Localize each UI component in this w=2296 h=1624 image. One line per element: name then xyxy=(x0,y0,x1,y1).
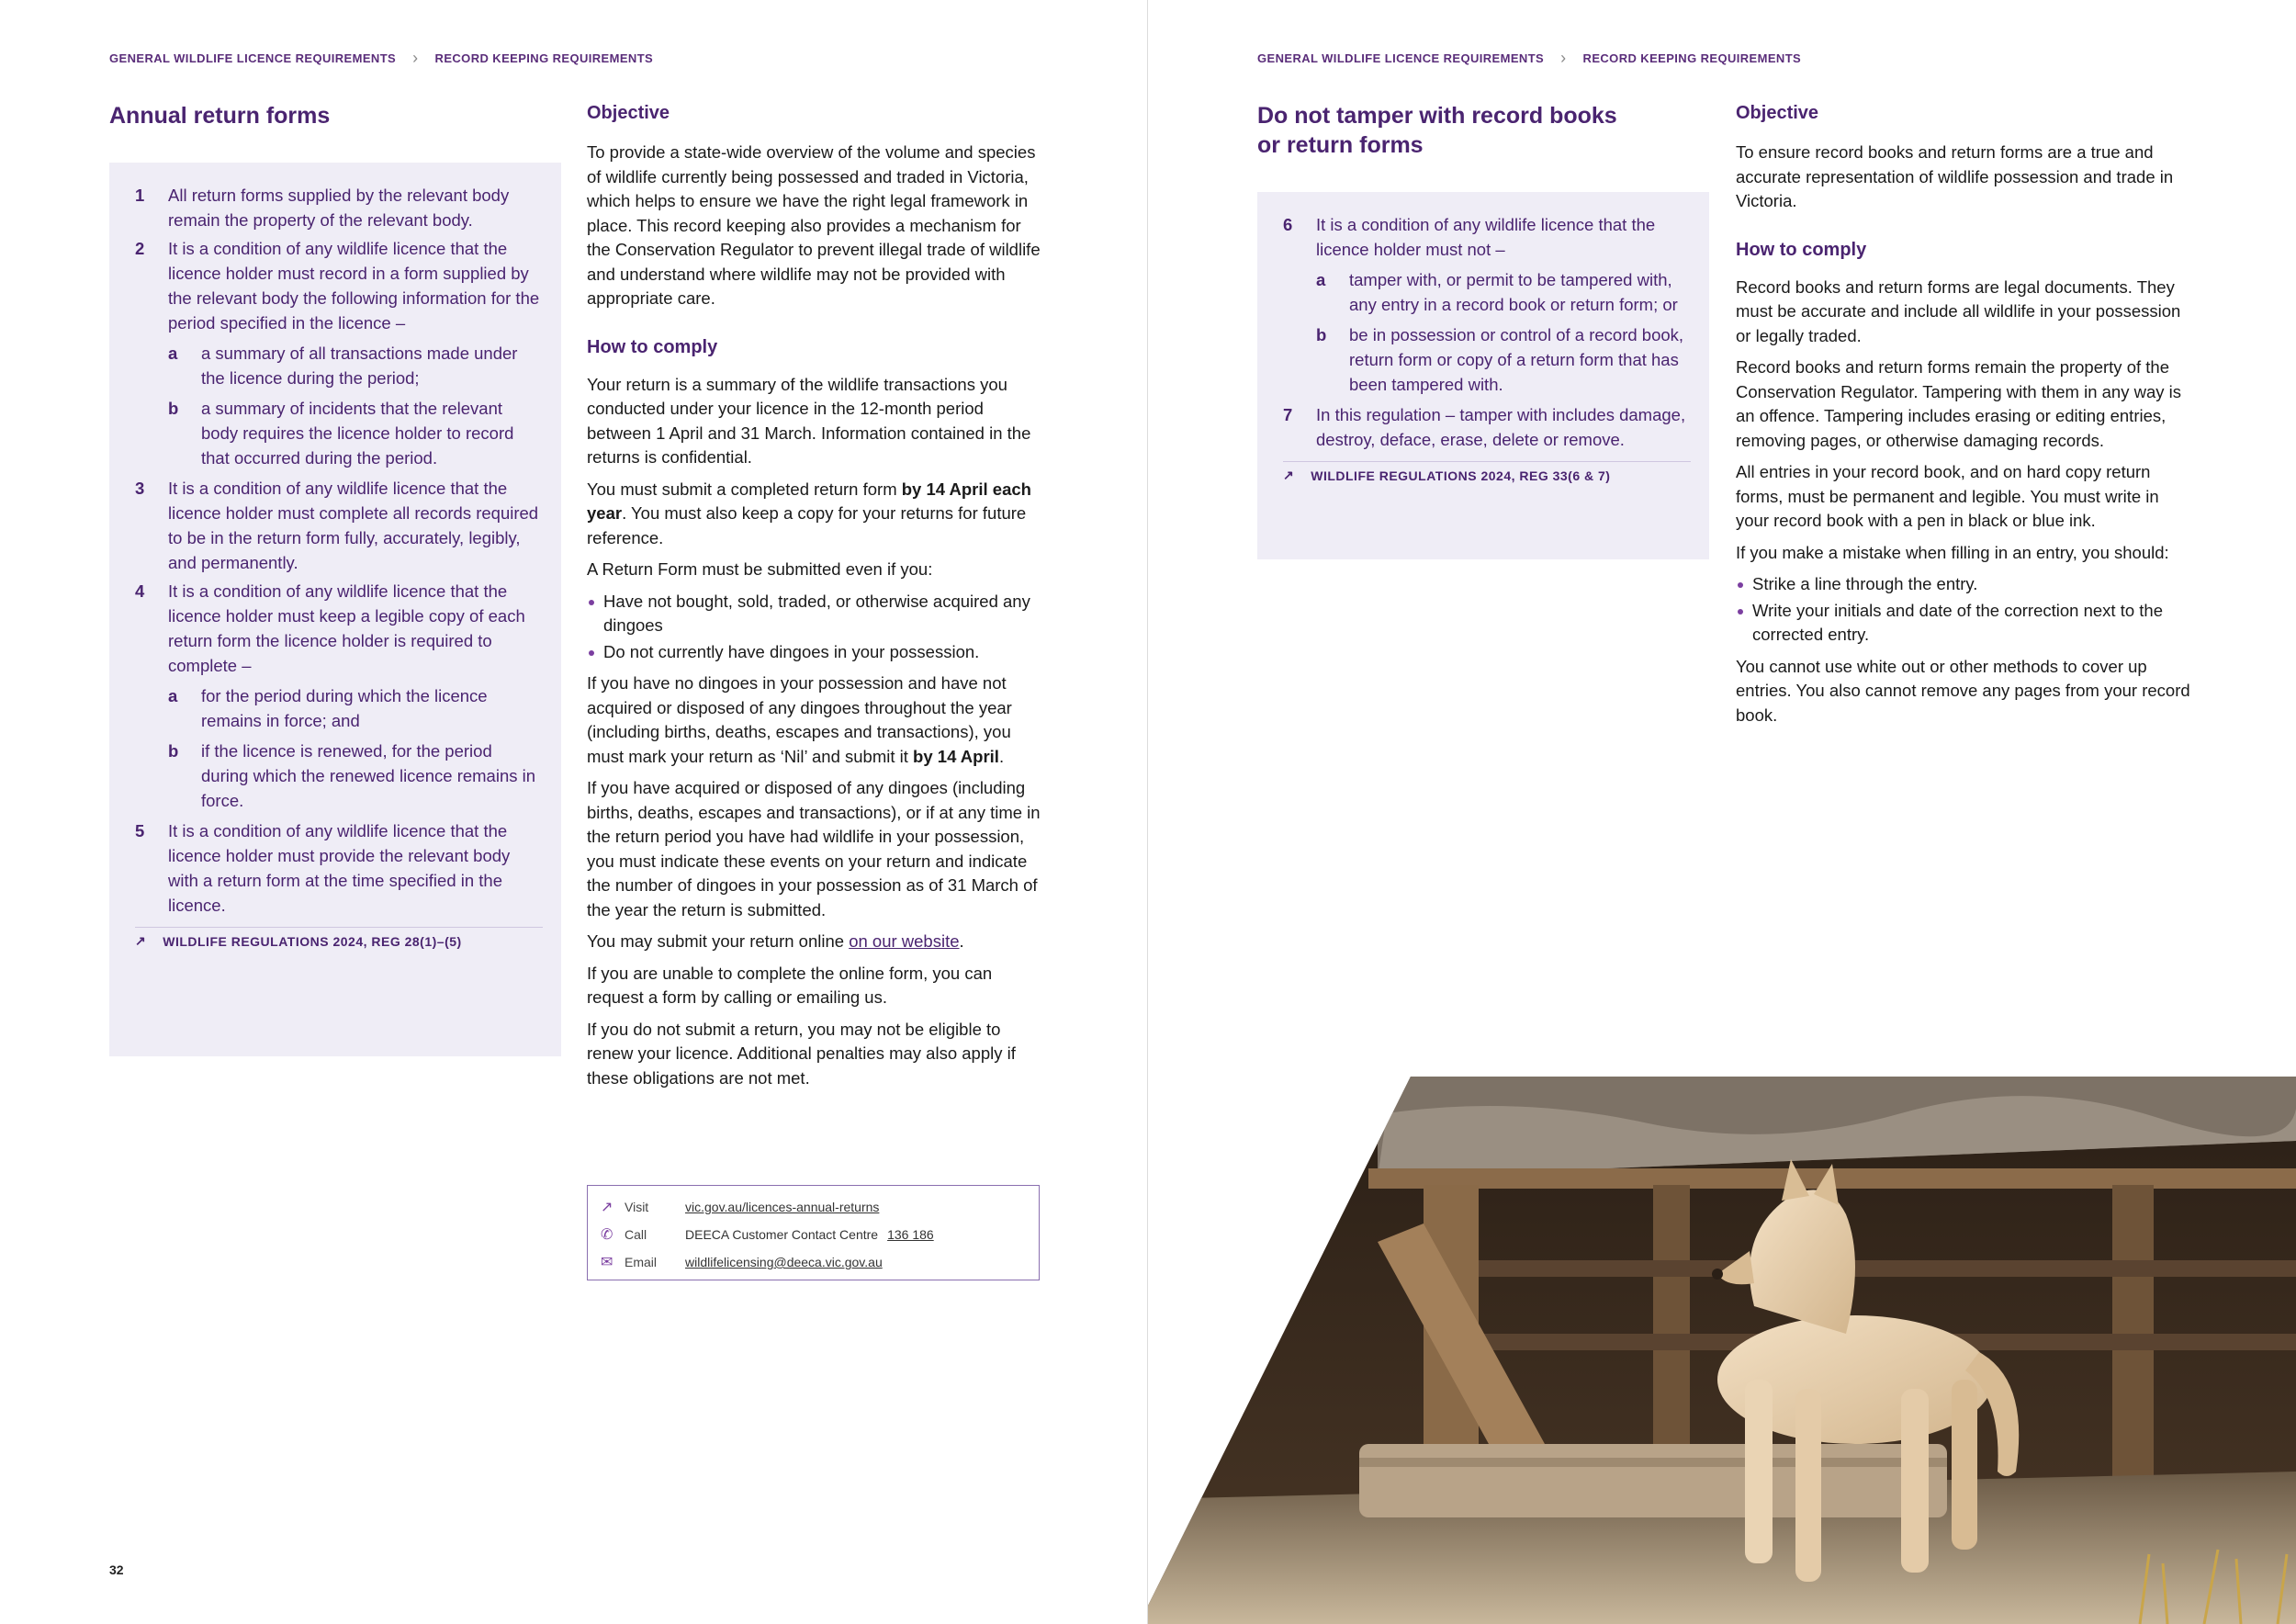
chevron-right-icon: › xyxy=(412,49,419,67)
email-link[interactable]: wildlifelicensing@deeca.vic.gov.au xyxy=(685,1255,883,1269)
bullet-list xyxy=(587,590,1041,665)
paragraph: Your return is a summary of the wildlife transactions you conducted under your licence in the 12-month period between 1 April and 31 March. Information contained in the returns is confidential. xyxy=(587,374,1031,467)
contact-visit: ↗ Visit vic.gov.au/licences-annual-returns xyxy=(601,1200,880,1215)
paragraph: If you are unable to complete the online form, you can request a form by calling or emailing us. xyxy=(587,963,993,1007)
paragraph: If you have acquired or disposed of any dingoes (including births, deaths, escapes and transactions), or if at any time in the return period you have had wildlife in your possession, you must indicate these events on your return and indicate the number of dingoes in your possession as of 31 March of the year the return is submitted. xyxy=(587,778,1041,919)
list-item: Write your initials and date of the correction next to the corrected entry. xyxy=(1736,599,2190,648)
visit-link[interactable]: vic.gov.au/licences-annual-returns xyxy=(685,1200,880,1214)
breadcrumb-section[interactable]: GENERAL WILDLIFE LICENCE REQUIREMENTS xyxy=(1257,51,1545,65)
phone-icon: ✆ xyxy=(601,1227,613,1243)
call-number-link[interactable]: 136 186 xyxy=(887,1227,934,1242)
regulation-reference[interactable]: ↗ WILDLIFE REGULATIONS 2024, REG 33(6 & 7) xyxy=(1283,461,1691,483)
how-to-comply-heading: How to comply xyxy=(587,336,718,357)
breadcrumb xyxy=(109,51,653,65)
page-number: 32 xyxy=(109,1562,124,1577)
regulation-list xyxy=(1283,212,1691,452)
regulation-item: 6 It is a condition of any wildlife licence that the licence holder must not – a tamper with, or permit to be tampered with, any entry in a record book or return form; or b be in possession or control of a record book, return form or copy of a return form that has been tampered with. xyxy=(1283,215,1684,394)
paragraph: A Return Form must be submitted even if you: xyxy=(587,559,933,579)
right-text-column xyxy=(1736,103,2190,735)
paragraph: You cannot use white out or other methods to cover up entries. You also cannot remove any pages from your record book. xyxy=(1736,656,2190,725)
regulation-panel xyxy=(1257,192,1709,559)
arrow-up-right-icon: ↗ xyxy=(601,1200,613,1215)
list-item: Do not currently have dingoes in your possession. xyxy=(587,640,1041,665)
contact-box xyxy=(587,1185,1040,1280)
breadcrumb-section[interactable]: GENERAL WILDLIFE LICENCE REQUIREMENTS xyxy=(109,51,397,65)
list-item: Have not bought, sold, traded, or otherwise acquired any dingoes xyxy=(587,590,1041,638)
bullet-list xyxy=(1736,572,2190,648)
regulation-item: 4 It is a condition of any wildlife licence that the licence holder must keep a legible copy of each return form the licence holder is required to complete – a for the period during which the licence remains in force; and b if the licence is renewed, for the period during which the renewed licence remains in force. xyxy=(135,581,536,810)
regulation-item: 3 It is a condition of any wildlife licence that the licence holder must complete all records required to be in the return form fully, accurately, legibly, and permanently. xyxy=(135,479,539,572)
regulation-item: 1 All return forms supplied by the relevant body remain the property of the relevant body. xyxy=(135,186,510,230)
paragraph: Record books and return forms remain the property of the Conservation Regulator. Tampering with them in any way is an offence. Tampering includes erasing or editing entries, removing pages, or otherwise damaging records. xyxy=(1736,357,2182,450)
regulation-list xyxy=(135,183,543,918)
how-to-comply-heading: How to comply xyxy=(1736,239,1867,260)
arrow-up-right-icon: ↗ xyxy=(1283,468,1295,482)
breadcrumb-subsection[interactable]: RECORD KEEPING REQUIREMENTS xyxy=(1582,51,1802,65)
chevron-right-icon: › xyxy=(1560,49,1567,67)
website-link[interactable]: on our website xyxy=(849,931,960,951)
regulation-item: 2 It is a condition of any wildlife licence that the licence holder must record in a form supplied by the relevant body the following information for the period specified in the licence – a a summary of all transactions made under the licence during the period; b a summary of incidents that the relevant body requires the licence holder to record that occurred during the period. xyxy=(135,239,540,468)
regulation-reference[interactable]: ↗ WILDLIFE REGULATIONS 2024, REG 28(1)–(5) xyxy=(135,927,543,949)
paragraph: Record books and return forms are legal documents. They must be accurate and include all wildlife in your possession or legally traded. xyxy=(1736,276,2181,345)
left-text-column xyxy=(587,103,1041,1098)
page-title: Annual return forms xyxy=(109,103,331,129)
contact-email: ✉ Email wildlifelicensing@deeca.vic.gov.au xyxy=(601,1255,883,1270)
breadcrumb-subsection[interactable]: RECORD KEEPING REQUIREMENTS xyxy=(434,51,654,65)
envelope-icon: ✉ xyxy=(601,1255,613,1270)
regulation-panel xyxy=(109,163,561,1056)
paragraph: You may submit your return online on our website. xyxy=(587,931,964,951)
paragraph: If you make a mistake when filling in an entry, you should: xyxy=(1736,542,2169,562)
regulation-item: 7 In this regulation – tamper with includes damage, destroy, deface, erase, delete or remove. xyxy=(1283,405,1686,449)
list-item: Strike a line through the entry. xyxy=(1736,572,2190,597)
paragraph: You must submit a completed return form by 14 April each year. You must also keep a copy for your returns for future reference. xyxy=(587,479,1031,547)
objective-text: To provide a state-wide overview of the volume and species of wildlife currently being possessed and traded in Victoria, which helps to ensure we have the right legal framework in place. This record keeping also provides a mechanism for the Conservation Regulator to prevent illegal trade of wildlife and understand where wildlife may not be provided with appropriate care. xyxy=(587,142,1041,308)
paragraph: If you have no dingoes in your possession and have not acquired or disposed of any dingoes throughout the year (including births, deaths, escapes and transactions), you must mark your return as ‘Nil’ and submit it by 14 April. xyxy=(587,673,1012,766)
page-title: Do not tamper with record books or return forms xyxy=(1257,103,1617,158)
objective-text: To ensure record books and return forms are a true and accurate representation of wildlife possession and trade in Victoria. xyxy=(1736,142,2174,210)
dingo-photo xyxy=(1148,1077,2296,1624)
objective-heading: Objective xyxy=(587,103,670,123)
regulation-item: 5 It is a condition of any wildlife licence that the licence holder must provide the relevant body with a return form at the time specified in the licence. xyxy=(135,821,511,915)
objective-heading: Objective xyxy=(1736,103,1819,123)
arrow-up-right-icon: ↗ xyxy=(135,933,147,948)
paragraph: All entries in your record book, and on hard copy return forms, must be permanent and legible. You must write in your record book with a pen in black or blue ink. xyxy=(1736,462,2159,530)
breadcrumb xyxy=(1257,51,1801,65)
paragraph: If you do not submit a return, you may not be eligible to renew your licence. Additional penalties may also apply if these obligations are not met. xyxy=(587,1019,1016,1088)
contact-call: ✆ Call DEECA Customer Contact Centre 136 186 xyxy=(601,1227,934,1243)
